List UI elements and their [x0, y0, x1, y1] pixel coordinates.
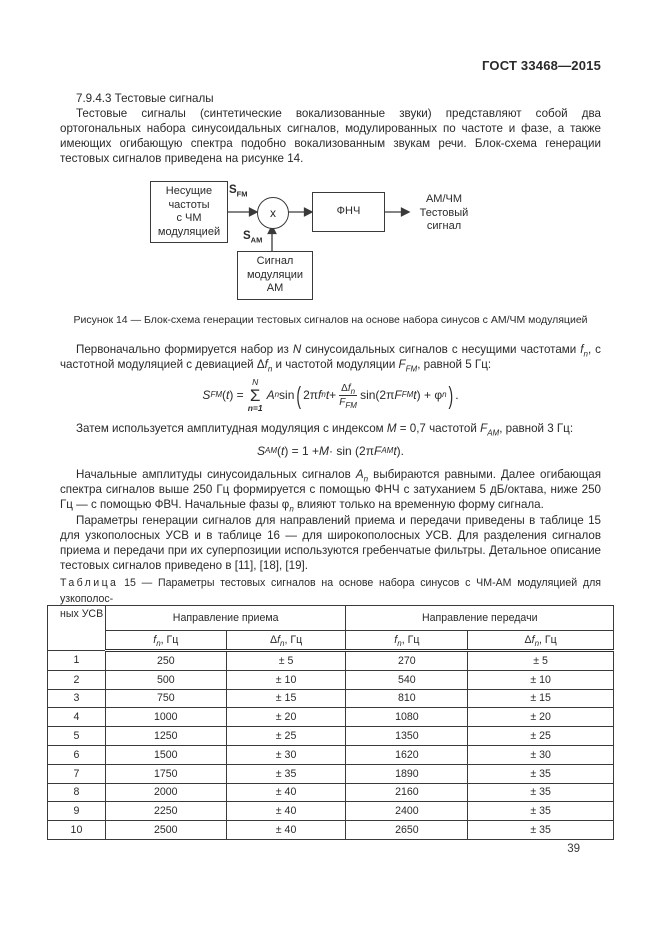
- table-cell: 2500: [105, 821, 226, 840]
- table-cell: 2650: [346, 821, 468, 840]
- table-row: [48, 651, 614, 671]
- table-corner-cell: [48, 606, 106, 651]
- table-cell: 2000: [105, 783, 226, 802]
- table-cell: 1500: [105, 745, 226, 764]
- sam-base: S: [243, 230, 251, 242]
- table-cell: 3: [48, 689, 106, 708]
- table-cell: ± 40: [226, 783, 346, 802]
- sfm-sub: FM: [236, 189, 248, 199]
- table-caption-label: Таблица: [60, 577, 119, 589]
- am-modulation-box: Сигнал модуляции АМ: [237, 251, 313, 300]
- table-cell: ± 35: [468, 764, 614, 783]
- table-cell: 750: [105, 689, 226, 708]
- table-cell: ± 5: [226, 651, 346, 671]
- table-header-groups: [48, 606, 614, 631]
- table-cell: ± 30: [468, 745, 614, 764]
- table-cell: 810: [346, 689, 468, 708]
- table-cell: 5: [48, 727, 106, 746]
- table-cell: 1750: [105, 764, 226, 783]
- table-cell: 2: [48, 670, 106, 689]
- table-15: [47, 605, 614, 840]
- table-cell: 2160: [346, 783, 468, 802]
- table-cell: 270: [346, 651, 468, 671]
- table-cell: ± 40: [226, 821, 346, 840]
- table-cell: ± 15: [226, 689, 346, 708]
- arrow-right-icon: [305, 208, 313, 216]
- table-header-subcolumns: [48, 631, 614, 651]
- table-cell: ± 10: [226, 670, 346, 689]
- multiplier-symbol: х: [270, 206, 276, 220]
- paragraph-fm-set: Первоначально формируется набор из N синусоидальных сигналов с несущими частотами $f_n$, с частотной модуляцией с девиацией $\Delta f_n$ и частотой модуляции $F_{FM}$, равной 5 Гц:: [60, 343, 601, 374]
- table-cell: ± 25: [226, 727, 346, 746]
- sfm-base: S: [229, 184, 237, 196]
- table-cell: ± 15: [468, 689, 614, 708]
- multiplier-node: [257, 197, 289, 229]
- table-row: [48, 821, 614, 840]
- table-row: [48, 802, 614, 821]
- header-rx-frequency: $f_n$, Гц: [105, 631, 226, 651]
- table-cell: ± 25: [468, 727, 614, 746]
- table-cell: ± 10: [468, 670, 614, 689]
- table-cell: 540: [346, 670, 468, 689]
- header-tx-deviation: $\Delta f_n$, Гц: [468, 631, 614, 651]
- table-cell: 10: [48, 821, 106, 840]
- header-rx-deviation: $\Delta f_n$, Гц: [226, 631, 346, 651]
- table-cell: ± 30: [226, 745, 346, 764]
- document-code: ГОСТ 33468—2015: [482, 58, 601, 73]
- table-caption-line1: 15 — Параметры тестовых сигналов на основе набора синусов с ЧМ-АМ модуляцией для узкополос-: [60, 577, 601, 605]
- table-cell: 500: [105, 670, 226, 689]
- paragraph-intro: Тестовые сигналы (синтетические вокализованные звуки) представляют собой два ортогональных набора синусоидальных сигналов, модулированных по частоте и фазе, а также имеющих огибающую спектра подобно вокализованным звукам речи. Блок-схема генерации тестовых сигналов приведена на рисунке 14.: [60, 107, 601, 165]
- table-row: [48, 727, 614, 746]
- table-row: [48, 764, 614, 783]
- table-cell: 1000: [105, 708, 226, 727]
- table-row: [48, 689, 614, 708]
- header-tx-frequency: $f_n$, Гц: [346, 631, 468, 651]
- table-row: [48, 670, 614, 689]
- table-cell: 4: [48, 708, 106, 727]
- table-cell: 250: [105, 651, 226, 671]
- table-cell: 9: [48, 802, 106, 821]
- paragraph-generation-params: Параметры генерации сигналов для направлений приема и передачи приведены в таблице 15 для узкополосных УСВ и в таблице 16 — для широкополосных УСВ. Для разделения сигналов приема и передачи при их суперпозиции используются гребенчатые фильтры. Детальное описание тестовых сигналов приведено в [11], [18], [19].: [60, 514, 601, 572]
- table-cell: ± 35: [226, 764, 346, 783]
- table-cell: ± 35: [468, 783, 614, 802]
- header-receive-direction: Направление приема: [105, 606, 346, 631]
- formula-sam: S AM ( t ) = 1 + M · sin (2π F AM t ).: [256, 444, 405, 458]
- header-transmit-direction: Направление передачи: [346, 606, 614, 631]
- table-cell: ± 35: [468, 821, 614, 840]
- lpf-box: ФНЧ: [312, 192, 385, 232]
- table-cell: 2400: [346, 802, 468, 821]
- figure-caption: Рисунок 14 — Блок-схема генерации тестовых сигналов на основе набора синусов с АМ/ЧМ модуляцией: [73, 314, 588, 326]
- figure-14-block-diagram: [0, 178, 661, 308]
- arrow-right-icon: [250, 208, 258, 216]
- formula-sfm: S FM ( t ) = N Σ n=1 A n sin ( 2π f n t + $\frac{\Delta f_n}{F_{FM}}$ sin(2π F FM t ) + φ n ) .: [202, 377, 459, 413]
- table-cell: 7: [48, 764, 106, 783]
- table-cell: ± 20: [468, 708, 614, 727]
- table-body: [48, 651, 614, 840]
- sam-sub: AM: [250, 235, 263, 245]
- table-cell: 1: [48, 651, 106, 671]
- table-caption-line2: ных УСВ: [60, 608, 104, 620]
- table-cell: ± 35: [468, 802, 614, 821]
- table-row: [48, 708, 614, 727]
- table-cell: 8: [48, 783, 106, 802]
- table-cell: ± 20: [226, 708, 346, 727]
- table-cell: 6: [48, 745, 106, 764]
- table-cell: 1080: [346, 708, 468, 727]
- table-row: [48, 783, 614, 802]
- sfm-signal-label: [229, 184, 248, 199]
- table-row: [48, 745, 614, 764]
- table-cell: ± 40: [226, 802, 346, 821]
- sam-signal-label: [243, 230, 263, 245]
- page-number: 39: [567, 843, 580, 855]
- paragraph-am: Затем используется амплитудная модуляция с индексом M = 0,7 частотой $F_{AM}$, равной 3 Гц:: [76, 422, 574, 438]
- table-cell: 1620: [346, 745, 468, 764]
- table-cell: 2250: [105, 802, 226, 821]
- table-cell: 1350: [346, 727, 468, 746]
- table-cell: ± 5: [468, 651, 614, 671]
- section-heading: 7.9.4.3 Тестовые сигналы: [76, 92, 214, 105]
- output-signal-label: АМ/ЧМ Тестовый сигнал: [419, 193, 469, 232]
- table-cell: 1890: [346, 764, 468, 783]
- carriers-box: Несущие частоты с ЧМ модуляцией: [150, 181, 228, 243]
- paragraph-amplitudes: Начальные амплитуды синусоидальных сигналов $A_n$ выбираются равными. Далее огибающая спектра сигналов выше 250 Гц формируется с помощью ФНЧ с затуханием 5 дБ/октава, ниже 250 Гц — с помощью ФВЧ. Начальные фазы $\varphi_n$ влияют только на временную форму сигнала.: [60, 468, 601, 514]
- table-cell: 1250: [105, 727, 226, 746]
